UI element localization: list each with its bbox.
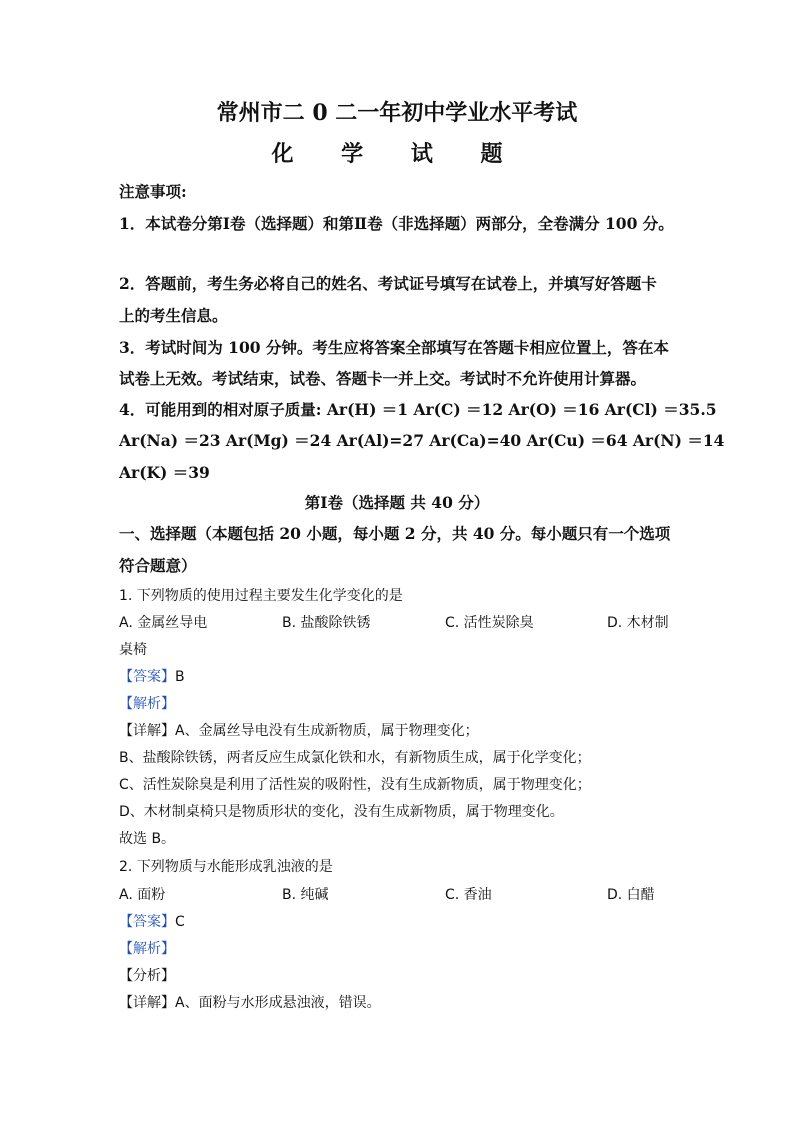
q1-answer	[119, 666, 185, 686]
section-title: 第Ⅰ卷（选择题 共 40 分）	[304, 493, 490, 512]
exam-subtitle: 化 学 试 题	[271, 141, 523, 167]
question-1-stem: 1. 下列物质的使用过程主要发生化学变化的是	[119, 588, 403, 604]
notice-item-3-cont: 试卷上无效。考试结束，试卷、答题卡一并上交。考试时不允许使用计算器。	[119, 369, 647, 388]
q1-detail-line-b: B、盐酸除铁锈，两者反应生成氯化铁和水，有新物质生成，属于化学变化；	[119, 750, 591, 766]
q1-conclusion: 故选 B。	[119, 831, 176, 847]
exam-title: 常州市二 0 二一年初中学业水平考试	[216, 100, 578, 126]
q2-option-b: B. 纯碱	[282, 887, 329, 903]
q2-detail	[119, 992, 381, 1012]
q2-analysis	[119, 938, 175, 958]
analysis-tag: 【解析】	[119, 941, 175, 957]
q2-fenxi	[119, 965, 175, 985]
notice-item-2: 2．答题前，考生务必将自己的姓名、考试证号填写在试卷上，并填写好答题卡	[119, 274, 657, 293]
notice-heading: 注意事项:	[119, 182, 187, 201]
q2-option-a: A. 面粉	[119, 887, 166, 903]
notice-item-3: 3．考试时间为 100 分钟。考生应将答案全部填写在答题卡相应位置上，答在本	[119, 338, 669, 357]
q1-option-d-wrap: 桌椅	[119, 642, 147, 658]
q1-detail-line-d: D、木材制桌椅只是物质形状的变化，没有生成新物质，属于物理变化。	[119, 804, 564, 820]
section-instruction: 一、选择题（本题包括 20 小题，每小题 2 分，共 40 分。每小题只有一个选项	[119, 524, 671, 543]
q1-option-c: C. 活性炭除臭	[445, 615, 534, 631]
q1-detail-line-c: C、活性炭除臭是利用了活性炭的吸附性，没有生成新物质，属于物理变化；	[119, 777, 591, 793]
notice-item-2-cont: 上的考生信息。	[119, 306, 228, 325]
question-2-stem: 2. 下列物质与水能形成乳浊液的是	[119, 859, 333, 875]
notice-item-1: 1．本试卷分第Ⅰ卷（选择题）和第Ⅱ卷（非选择题）两部分，全卷满分 100 分。	[119, 214, 674, 233]
answer-tag: 【答案】	[119, 669, 175, 685]
q1-detail	[119, 720, 479, 740]
detail-line: A、面粉与水形成悬浊液，错误。	[175, 995, 381, 1011]
notice-item-4-cont2: Ar(K) ＝39	[119, 463, 210, 482]
q2-answer	[119, 911, 185, 931]
q1-option-a: A. 金属丝导电	[119, 615, 208, 631]
notice-item-4: 4．可能用到的相对原子质量: Ar(H) ＝1 Ar(C) ＝12 Ar(O) ＝16 Ar(Cl) ＝35.5	[119, 400, 717, 419]
answer-tag: 【答案】	[119, 914, 175, 930]
section-instruction-cont: 符合题意）	[119, 556, 197, 575]
answer-value: C	[175, 914, 185, 930]
notice-item-4-cont: Ar(Na) ＝23 Ar(Mg) ＝24 Ar(Al)=27 Ar(Ca)=40 Ar(Cu) ＝64 Ar(N) ＝14	[119, 431, 725, 450]
detail-tag: 【详解】	[119, 723, 175, 739]
q2-option-c: C. 香油	[445, 887, 492, 903]
analysis-tag: 【解析】	[119, 696, 175, 712]
answer-value: B	[175, 669, 185, 685]
q2-option-d: D. 白醋	[607, 887, 655, 903]
detail-tag: 【详解】	[119, 995, 175, 1011]
q1-option-d: D. 木材制	[607, 615, 669, 631]
q1-option-b: B. 盐酸除铁锈	[282, 615, 371, 631]
q1-analysis	[119, 693, 175, 713]
detail-line: A、金属丝导电没有生成新物质，属于物理变化；	[175, 723, 479, 739]
fenxi-tag: 【分析】	[119, 968, 175, 984]
